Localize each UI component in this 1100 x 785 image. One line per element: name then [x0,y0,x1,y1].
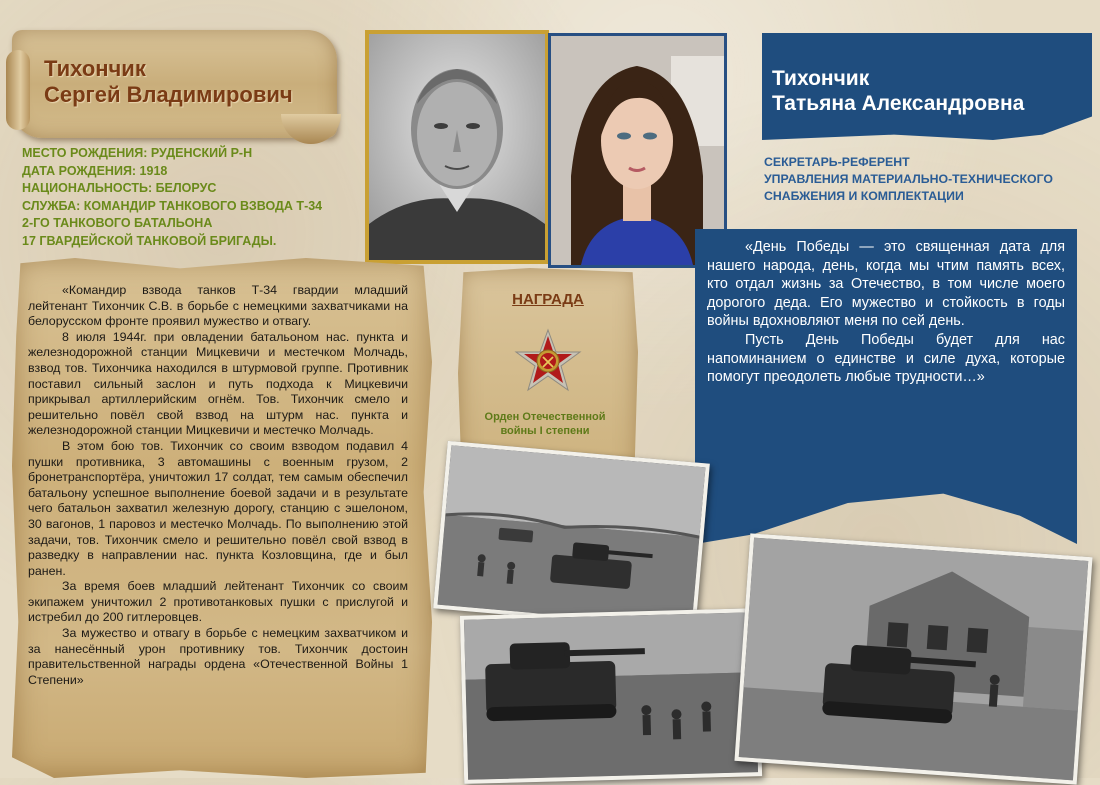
veteran-bio [22,145,352,250]
award-name: Орден Отечественной войны I степени [484,411,606,437]
quote-paragraph: Пусть День Победы будет для нас напоминанием о единстве и силе духа, которые помогут преодолеть любые трудности…» [707,331,1065,386]
story-paragraph: «Командир взвода танков Т-34 гвардии младший лейтенант Тихончик С.В. в борьбе с немецкими захватчиками на белорусском фронте проявил мужество и отвагу. [28,283,408,329]
bio-line: 17 ГВАРДЕЙСКОЙ ТАНКОВОЙ БРИГАДЫ. [22,233,277,248]
scroll-curl-right [281,114,341,144]
bio-line: НАЦИОНАЛЬНОСТЬ: БЕЛОРУС [22,181,217,195]
story-paragraph: За время боев младший лейтенант Тихончик со своим экипажем уничтожил 2 противотанковых пушки с прислугой и истребил до 200 гитлеровцев. [28,579,408,625]
combat-story [28,283,408,688]
relative-quote [707,238,1065,387]
relative-position [764,154,1094,205]
veteran-surname: Тихончик [44,56,146,81]
bio-line: ДАТА РОЖДЕНИЯ: 1918 [22,163,168,178]
relative-given-names: Татьяна Александровна [772,92,1025,115]
bio-line: 2-ГО ТАНКОВОГО БАТАЛЬОНА [22,216,213,230]
scroll-curl-left [6,50,30,130]
order-star-icon [508,328,588,403]
award-title: НАГРАДА [512,291,584,308]
name-scroll-banner [12,30,337,138]
story-paragraph: За мужество и отвагу в борьбе с немецким захватчиком и за нанесённый урон противнику тов. Тихончик достоин правительственной награды ордена «Отечественной Войны 1 Степени» [28,626,408,687]
story-paragraph: 8 июля 1944г. при овладении батальоном нас. пункта и железнодорожной станции Мицкевичи и местечком Молчадь, взвод тов. Тихончика находился в штурмовой группе. Противник поставил сильный заслон и путь подхода к Мицкевичи прикрывал артиллерийским огнём. Тов. Тихончик смело и решительно повёл свой взвод на штурм нас. пункта и железнодорожной станции Мицкевичи и местечко Молчадь. [28,329,408,438]
position-line: СЕКРЕТАРЬ-РЕФЕРЕНТ [764,155,910,169]
war-photo-tank-in-town [734,533,1092,784]
veteran-name [44,56,293,108]
position-line: УПРАВЛЕНИЯ МАТЕРИАЛЬНО-ТЕХНИЧЕСКОГО [764,172,1053,186]
relative-name [772,66,1024,116]
veteran-given-names: Сергей Владимирович [44,82,293,107]
war-photo-tank-assault [460,608,762,784]
bio-line: МЕСТО РОЖДЕНИЯ: РУДЕНСКИЙ Р-Н [22,146,253,160]
story-paragraph: В этом бою тов. Тихончик со своим взводом подавил 4 пушки противника, 3 автомашины с военным грузом, 2 бронетранспортёра, уничтожил 17 солдат, тем самым обеспечил батальону успешное выполнение боевой задачи и в результате чего батальон захватил железную дорогу, станцию с эшелоном, 30 вагонов, 1 паровоз и местечко Молчадь. По выполнению этой задачи, тов. Тихончик смело и решительно повёл свой взвод в разведку в направлении нас. пункта Козловщина, где и был ранен. [28,438,408,578]
relative-surname: Тихончик [772,67,870,90]
war-photo-battlefield [433,441,710,631]
bio-line: СЛУЖБА: КОМАНДИР ТАНКОВОГО ВЗВОДА Т-34 [22,198,323,213]
position-line: СНАБЖЕНИЯ И КОМПЛЕКТАЦИИ [764,189,964,203]
quote-paragraph: «День Победы — это священная дата для нашего народа, день, когда мы чтим память всех, кто отдал жизнь за Отечество, в том числе моего дорогого деда. Его мужество и стойкость в годы войны вдохновляют меня по сей день. [707,239,1065,330]
veteran-portrait [365,30,549,264]
